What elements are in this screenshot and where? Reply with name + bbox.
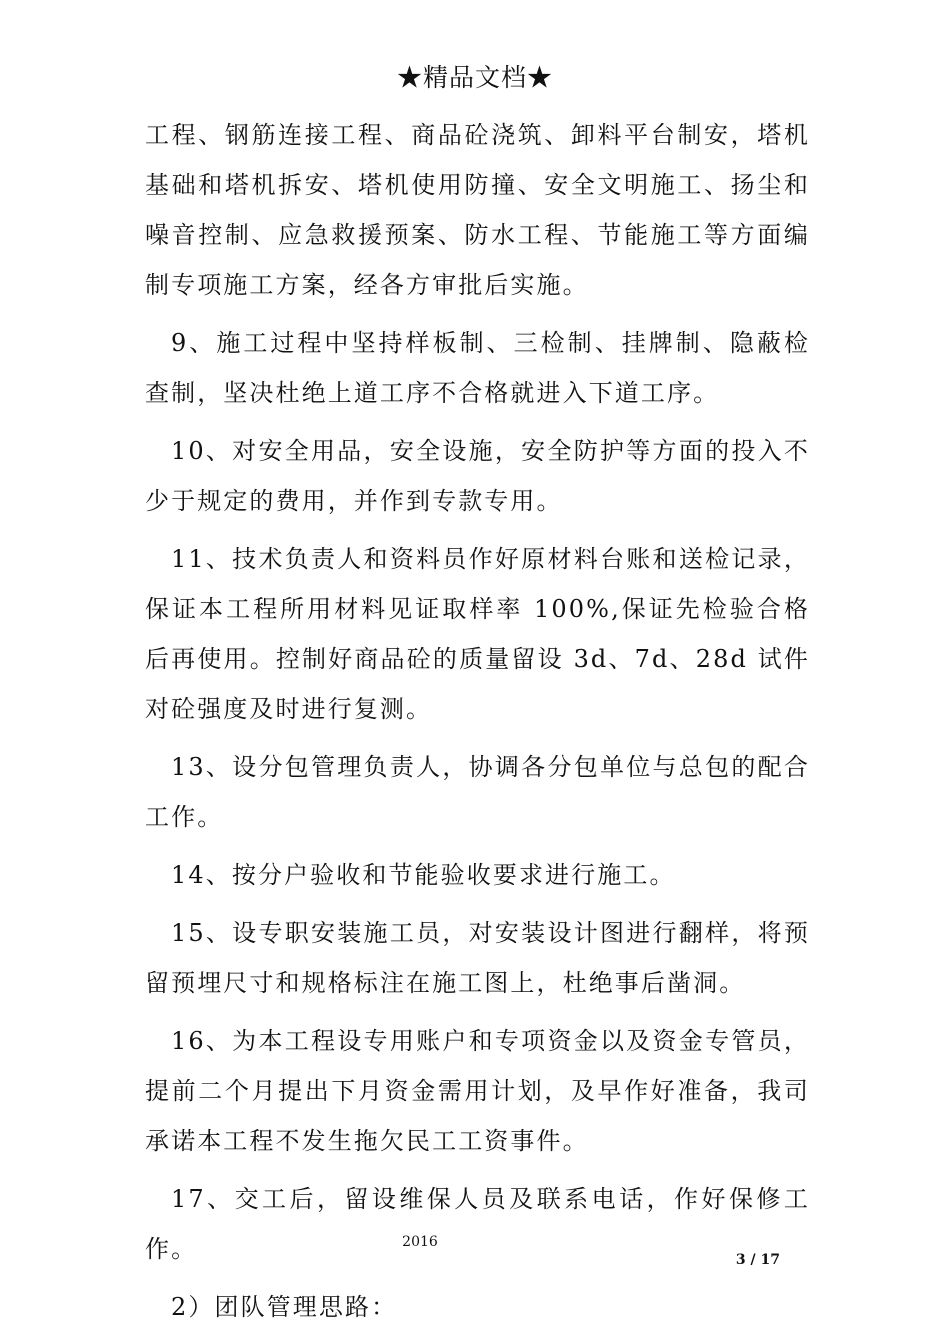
paragraph-continued: 工程、钢筋连接工程、商品砼浇筑、卸料平台制安，塔机基础和塔机拆安、塔机使用防撞、安全文明施工、扬尘和噪音控制、应急救援预案、防水工程、节能施工等方面编制专项施工方案，经各方审批后实施。	[145, 121, 810, 299]
paragraph-item-9: 9、施工过程中坚持样板制、三检制、挂牌制、隐蔽检查制，坚决杜绝上道工序不合格就进入下道工序。	[145, 329, 810, 407]
paragraph-item-15: 15、设专职安装施工员，对安装设计图进行翻样，将预留预埋尺寸和规格标注在施工图上，杜绝事后凿洞。	[145, 919, 810, 997]
paragraph-item-11: 11、技术负责人和资料员作好原材料台账和送检记录，保证本工程所用材料见证取样率 100%,保证先检验合格后再使用。控制好商品砼的质量留设 3d、7d、28d 试件对砼强度及时进行复测。	[145, 545, 810, 723]
document-body	[145, 110, 810, 1340]
paragraph-item-10: 10、对安全用品，安全设施，安全防护等方面的投入不少于规定的费用，并作到专款专用。	[145, 437, 810, 515]
footer-year: 2016	[402, 1234, 438, 1250]
page-header-title: ★精品文档★	[396, 63, 553, 92]
paragraph-item-16: 16、为本工程设专用账户和专项资金以及资金专管员，提前二个月提出下月资金需用计划，及早作好准备，我司承诺本工程不发生拖欠民工工资事件。	[145, 1027, 810, 1155]
page-number: 3 / 17	[735, 1252, 780, 1268]
section-heading-team-management: 2）团队管理思路：	[171, 1293, 398, 1321]
paragraph-item-14: 14、按分户验收和节能验收要求进行施工。	[171, 861, 676, 889]
paragraph-item-17: 17、交工后，留设维保人员及联系电话，作好保修工作。	[145, 1185, 810, 1263]
paragraph-item-13: 13、设分包管理负责人，协调各分包单位与总包的配合工作。	[145, 753, 810, 831]
